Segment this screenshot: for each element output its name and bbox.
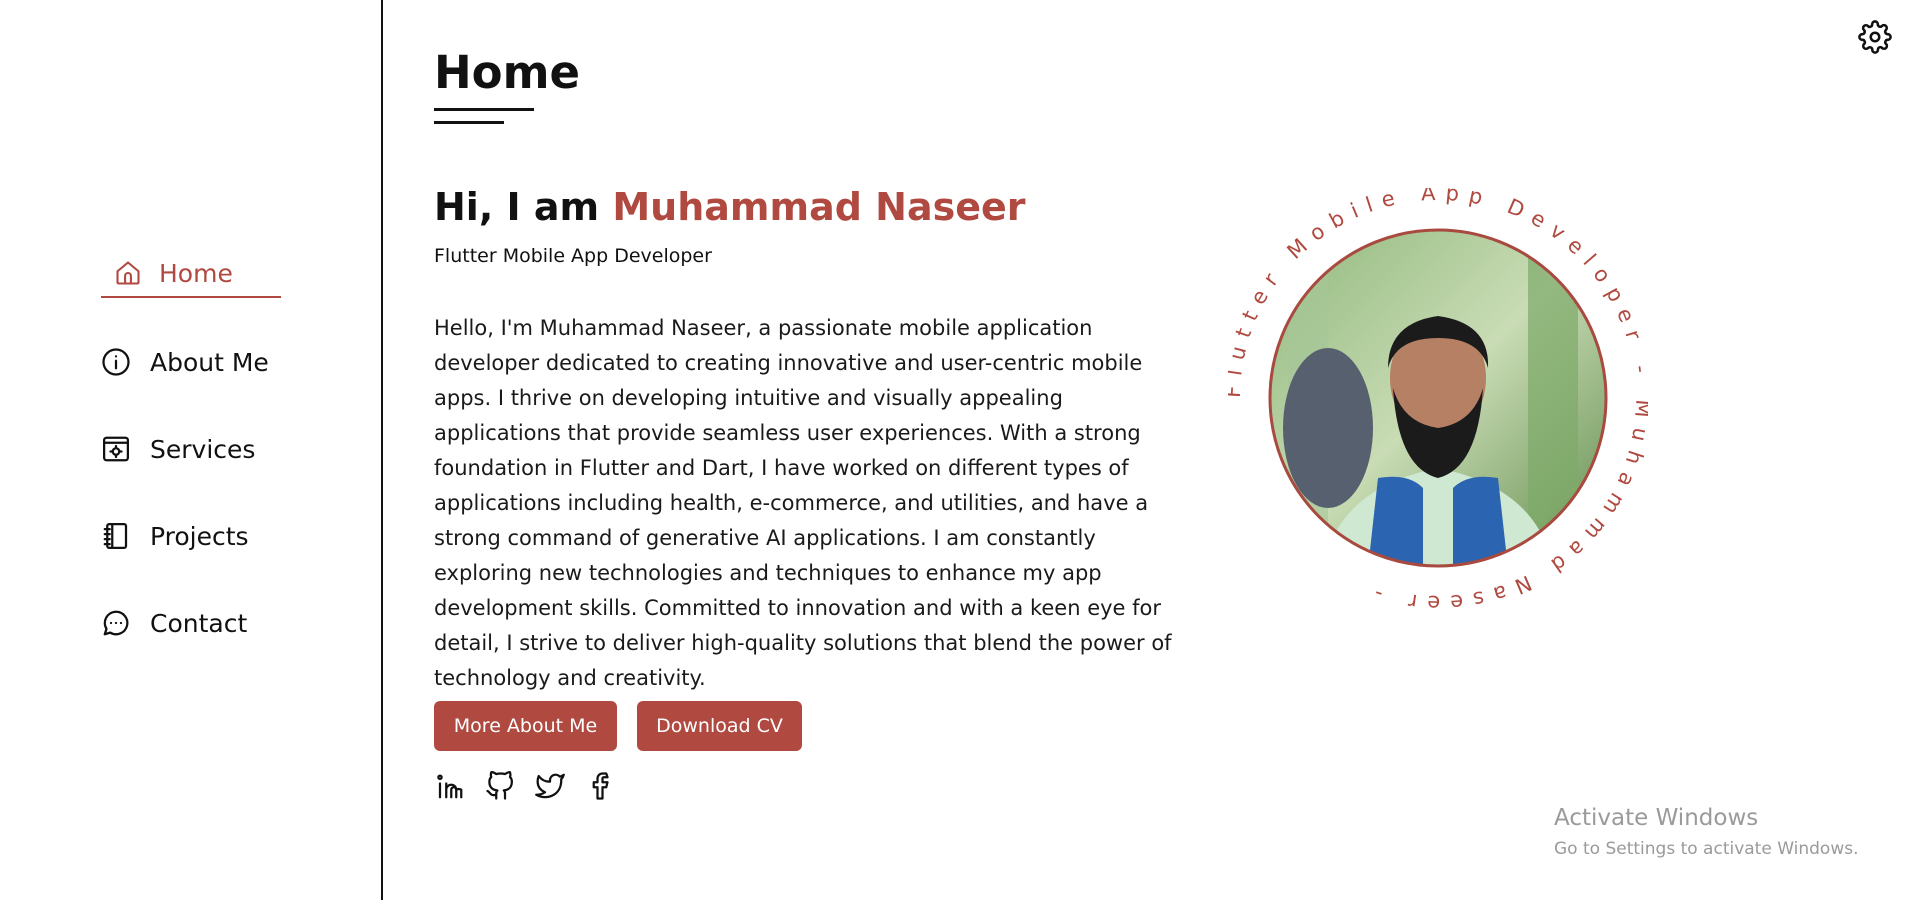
facebook-icon[interactable] (584, 770, 616, 802)
sidebar-item-projects[interactable] (100, 520, 249, 552)
chat-icon (100, 607, 132, 639)
watermark-subtitle: Go to Settings to activate Windows. (1554, 839, 1859, 859)
hero-greeting (434, 185, 1026, 229)
download-cv-button[interactable]: Download CV (637, 701, 802, 751)
title-underline-short (434, 121, 504, 124)
notebook-icon (100, 520, 132, 552)
github-icon[interactable] (484, 770, 516, 802)
sidebar-item-label: Services (150, 434, 256, 464)
sidebar (0, 0, 383, 900)
sidebar-item-contact[interactable] (100, 607, 247, 639)
sidebar-item-label: About Me (150, 347, 269, 377)
services-icon (100, 433, 132, 465)
more-about-me-button[interactable]: More About Me (434, 701, 617, 751)
sidebar-item-label: Contact (150, 608, 248, 638)
twitter-icon[interactable] (534, 770, 566, 802)
activate-windows-watermark (1554, 805, 1859, 859)
page-title: Home (434, 46, 580, 99)
profile-badge (1228, 188, 1648, 608)
hero-bio: Hello, I'm Muhammad Naseer, a passionate mobile application developer dedicated to creating innovative and user-centric mobile apps. I thrive on developing intuitive and visually appealing applications that provide seamless user experiences. With a strong foundation in Flutter and Dart, I have worked on different types of applications including health, e-commerce, and utilities, and have a strong command of generative AI applications. I am constantly exploring new technologies and techniques to enhance my app development skills. Committed to innovation and with a keen eye for detail, I strive to deliver high-quality solutions that blend the power of technology and creativity. (434, 316, 1172, 690)
profile-ring-text: tter Mobile App Developer hammad Naseer - (1230, 188, 1648, 608)
sidebar-item-services[interactable] (100, 433, 255, 465)
sidebar-item-home[interactable] (101, 250, 281, 298)
greeting-prefix: Hi, I am (434, 185, 613, 229)
home-icon (113, 257, 143, 289)
title-underline (434, 108, 534, 111)
sidebar-item-label: Home (159, 258, 233, 288)
info-icon (100, 346, 132, 378)
watermark-title: Activate Windows (1554, 805, 1759, 831)
settings-gear-icon[interactable] (1858, 20, 1892, 54)
sidebar-item-label: Projects (150, 521, 249, 551)
linkedin-icon[interactable] (434, 770, 466, 802)
sidebar-item-about[interactable] (100, 346, 269, 378)
hero-name: Muhammad Naseer (612, 185, 1026, 229)
hero-role: Flutter Mobile App Developer (434, 245, 712, 267)
